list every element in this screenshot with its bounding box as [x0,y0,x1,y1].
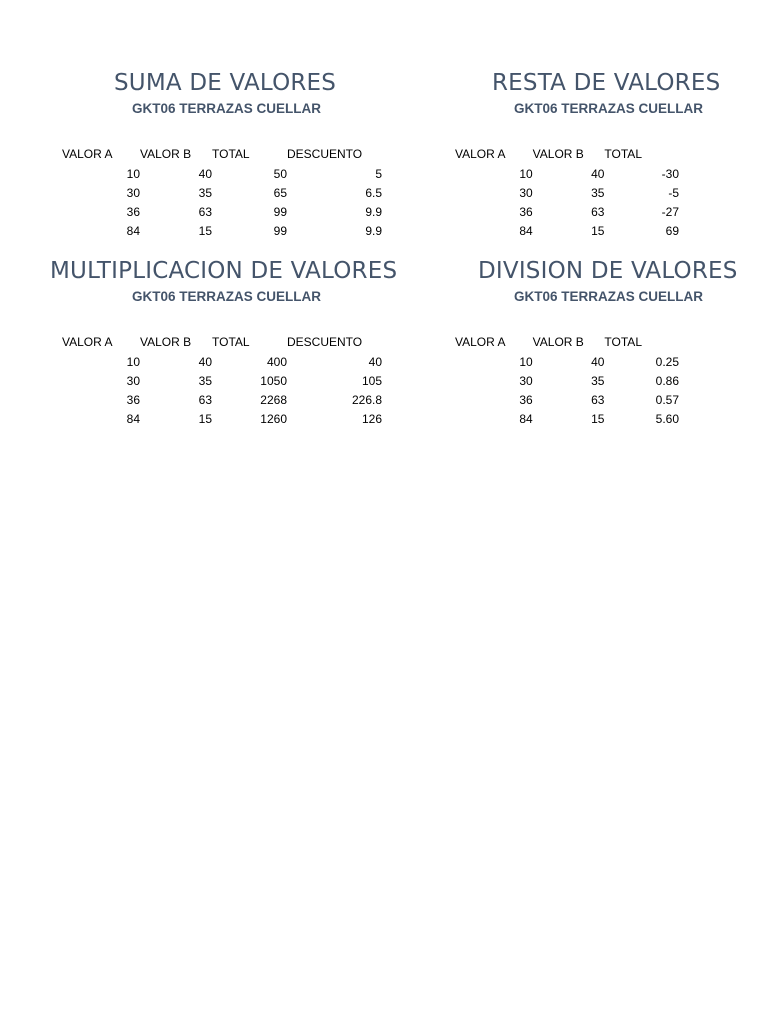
table-row [62,161,382,180]
table-cell: 84 [519,412,533,427]
column-header: TOTAL [212,147,250,162]
table-row [62,219,382,238]
table-cell: 15 [591,412,605,427]
table-cell: 15 [198,412,212,427]
table-cell: 84 [519,224,533,239]
column-header: TOTAL [604,147,642,162]
multiplicacion-section [50,250,398,430]
table-cell: 10 [126,354,140,369]
table-cell: 99 [273,205,287,220]
table-cell: -27 [661,205,679,220]
table-cell: 35 [198,373,212,388]
table-cell: 10 [126,166,140,181]
table-cell: 84 [126,224,140,239]
column-header: VALOR A [455,147,506,162]
table-cell: 50 [273,166,287,181]
table-cell: 5 [375,166,382,181]
table-cell: 0.86 [655,373,679,388]
table-cell: 36 [126,393,140,408]
header-row [62,142,382,161]
column-header: DESCUENTO [287,147,363,162]
header-row [455,142,679,161]
table-row [455,407,679,426]
table-cell: 15 [591,224,605,239]
table-cell: 30 [126,185,140,200]
table-cell: -30 [661,166,679,181]
table-row [62,388,382,407]
table-row [455,181,679,200]
division-section [455,250,738,430]
data-table [62,330,382,426]
table-row [455,219,679,238]
table-cell: 36 [519,205,533,220]
table-row [62,369,382,388]
table-cell: 1260 [260,412,287,427]
table-row [455,369,679,388]
table-cell: -5 [668,185,679,200]
column-header: VALOR A [62,147,113,162]
table-cell: 63 [591,205,605,220]
table-cell: 36 [126,205,140,220]
table-row [455,349,679,368]
table-cell: 63 [198,393,212,408]
column-header: TOTAL [604,335,642,350]
table-cell: 65 [273,185,287,200]
table-cell: 35 [591,185,605,200]
table-cell: 40 [368,354,382,369]
table-cell: 9.9 [365,224,382,239]
data-table [455,330,679,426]
table-cell: 35 [198,185,212,200]
table-cell: 40 [591,166,605,181]
table-cell: 15 [198,224,212,239]
table-cell: 35 [591,373,605,388]
table-row [62,349,382,368]
table-cell: 84 [126,412,140,427]
table-row [455,161,679,180]
table-cell: 5.60 [655,412,679,427]
table-cell: 9.9 [365,205,382,220]
column-header: VALOR B [140,147,192,162]
column-header: VALOR A [455,335,506,350]
table-cell: 1050 [260,373,287,388]
suma-section [62,62,382,242]
table-cell: 69 [665,224,679,239]
section-subtitle: GKT06 TERRAZAS CUELLAR [132,289,322,304]
section-title: DIVISION DE VALORES [478,258,738,284]
table-cell: 0.25 [655,354,679,369]
table-cell: 36 [519,393,533,408]
table-cell: 30 [519,373,533,388]
column-header: VALOR B [532,335,584,350]
table-row [455,388,679,407]
table-cell: 63 [198,205,212,220]
table-cell: 6.5 [365,185,382,200]
table-cell: 2268 [260,393,287,408]
column-header: VALOR B [140,335,192,350]
header-row [455,330,679,349]
table-row [455,200,679,219]
table-cell: 63 [591,393,605,408]
section-title: RESTA DE VALORES [492,70,721,96]
section-subtitle: GKT06 TERRAZAS CUELLAR [132,101,322,116]
table-cell: 126 [361,412,382,427]
section-title: MULTIPLICACION DE VALORES [50,258,398,284]
column-header: VALOR B [532,147,584,162]
section-subtitle: GKT06 TERRAZAS CUELLAR [514,289,704,304]
data-table [455,142,679,238]
table-cell: 10 [519,354,533,369]
table-cell: 0.57 [655,393,679,408]
table-cell: 40 [591,354,605,369]
data-table [62,142,382,238]
header-row [62,330,382,349]
table-cell: 30 [126,373,140,388]
column-header: VALOR A [62,335,113,350]
table-cell: 99 [273,224,287,239]
table-row [62,200,382,219]
column-header: TOTAL [212,335,250,350]
resta-section [455,62,721,242]
column-header: DESCUENTO [287,335,363,350]
table-cell: 40 [198,166,212,181]
section-title: SUMA DE VALORES [114,70,337,96]
table-row [62,181,382,200]
table-cell: 105 [361,373,382,388]
table-cell: 40 [198,354,212,369]
table-cell: 226.8 [351,393,382,408]
section-subtitle: GKT06 TERRAZAS CUELLAR [514,101,704,116]
table-cell: 30 [519,185,533,200]
table-cell: 400 [266,354,287,369]
table-row [62,407,382,426]
table-cell: 10 [519,166,533,181]
